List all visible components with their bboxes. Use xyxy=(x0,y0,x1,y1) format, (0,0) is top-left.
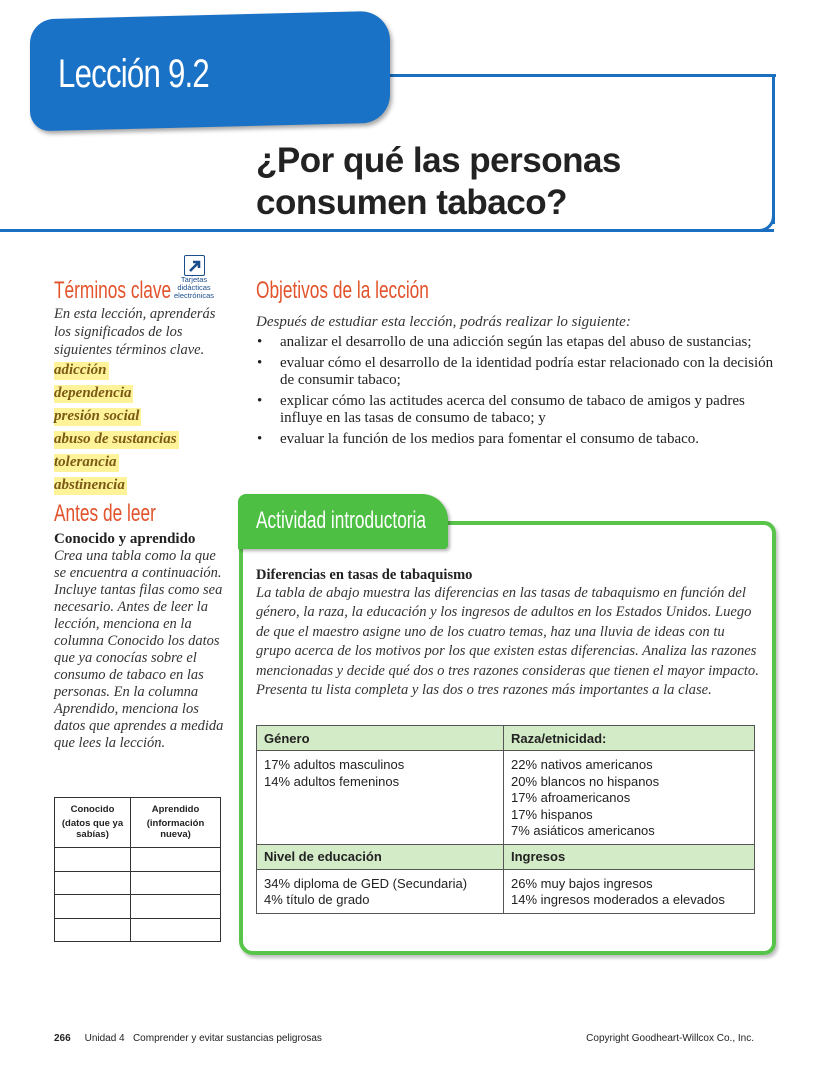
income-cell xyxy=(504,869,755,913)
table-row xyxy=(55,895,221,919)
activity-subheading: Diferencias en tasas de tabaquismo xyxy=(256,567,473,583)
learned-col-sub: (información nueva) xyxy=(146,818,205,840)
key-terms-intro: En esta lección, aprenderás los significados de los siguientes términos clave. xyxy=(54,306,216,358)
objectives-heading: Objetivos de la lección xyxy=(256,277,429,304)
activity-heading: Actividad introductoria xyxy=(256,507,427,534)
table-cell-line: 4% título de grado xyxy=(264,892,370,907)
term-abstinencia[interactable]: abstinencia xyxy=(54,477,125,493)
copyright: Copyright Goodheart-Willcox Co., Inc. xyxy=(586,1033,754,1044)
learned-col-title: Aprendido xyxy=(151,804,200,815)
header-border-bottom xyxy=(0,229,774,232)
known-col-sub: (datos que ya sabías) xyxy=(61,818,124,840)
list-item: • evaluar cómo el desarrollo de la identidad podría estar relacionado con la decisión de consumir tabaco; xyxy=(256,355,776,389)
list-item: • evaluar la función de los medios para fomentar el consumo de tabaco. xyxy=(256,431,776,448)
term-presion-social[interactable]: presión social xyxy=(54,408,140,424)
term-abuso-de-sustancias[interactable]: abuso de sustancias xyxy=(54,431,177,447)
before-reading-heading: Antes de leer xyxy=(54,500,156,527)
gender-cell xyxy=(257,751,504,845)
key-terms-list xyxy=(54,361,229,499)
term-adiccion[interactable]: adicción xyxy=(54,362,107,378)
learned-column-header xyxy=(131,798,221,848)
unit-title: Unidad 4 Comprender y evitar sustancias peligrosas xyxy=(84,1033,322,1044)
page-footer xyxy=(54,1033,754,1044)
header-border-top xyxy=(380,74,776,77)
known-learned-table xyxy=(54,797,221,942)
list-item: • explicar cómo las actitudes acerca del consumo de tabaco de amigos y padres influye en las tasas de consumo de tabaco; y xyxy=(256,393,776,427)
table-cell-line: 22% nativos americanos xyxy=(511,757,653,772)
table-cell-line: 17% adultos masculinos xyxy=(264,757,405,772)
race-header: Raza/etnicidad: xyxy=(504,726,755,751)
title-line-2: consumen tabaco? xyxy=(256,183,567,222)
table-cell-line: 7% asiáticos americanos xyxy=(511,823,655,838)
objectives-intro: Después de estudiar esta lección, podrás realizar lo siguiente: xyxy=(256,314,631,330)
flashcard-icon[interactable] xyxy=(184,255,205,276)
page-title xyxy=(256,140,756,224)
term-tolerancia[interactable]: tolerancia xyxy=(54,454,117,470)
table-cell-line: 14% adultos femeninos xyxy=(264,773,400,789)
table-cell-line: 17% hispanos xyxy=(511,806,593,822)
page-number: 266 xyxy=(54,1033,71,1044)
lesson-label: Lección 9.2 xyxy=(58,52,210,96)
income-header: Ingresos xyxy=(504,844,755,869)
title-line-1: ¿Por qué las personas xyxy=(256,141,621,180)
key-terms-section xyxy=(54,255,229,499)
objectives-list xyxy=(256,334,776,452)
known-learned-heading: Conocido y aprendido xyxy=(54,531,196,547)
table-cell-line: 34% diploma de GED (Secundaria) xyxy=(264,875,468,891)
flashcard-link[interactable] xyxy=(173,255,219,300)
table-row xyxy=(55,918,221,942)
activity-text: La tabla de abajo muestra las diferencias en las tasas de tabaquismo en función del género, la raza, la educación y los ingresos de adultos en los Estados Unidos. Luego de que el maestro asigne uno de los cuatro temas, haz una lluvia de ideas con tu grupo acerca de los motivos por los que existen estas diferencias. Analiza las razones mencionadas y decide qué dos o tres razones consideras que tienen el mayor impacto. Presenta tu lista completa y las dos o tres razones más importantes a la clase. xyxy=(256,585,759,699)
table-row xyxy=(55,871,221,895)
race-cell xyxy=(504,751,755,845)
table-cell-line: 17% afroamericanos xyxy=(511,790,631,805)
table-cell-line: 20% blancos no hispanos xyxy=(511,773,660,789)
education-cell xyxy=(257,869,504,913)
smoking-rates-table xyxy=(256,725,755,914)
list-item: • analizar el desarrollo de una adicción según las etapas del abuso de sustancias; xyxy=(256,334,776,351)
table-cell-line: 14% ingresos moderados a elevados xyxy=(511,892,725,907)
unit-label xyxy=(73,1033,81,1044)
known-learned-text: Crea una tabla como la que se encuentra a continuación. Incluye tantas filas como sea necesario. Antes de leer la lección, menciona en la columna Conocido los datos que ya conocías sobre el consumo de tabaco en las personas. En la columna Aprendido, menciona los datos que aprendes a medida que lees la lección. xyxy=(54,548,224,751)
table-row xyxy=(55,848,221,872)
header-border-right xyxy=(772,74,775,224)
table-cell-line: 26% muy bajos ingresos xyxy=(511,875,653,891)
known-column-header xyxy=(55,798,131,848)
flashcard-label: Tarjetas didácticas electrónicas xyxy=(173,275,215,300)
term-dependencia[interactable]: dependencia xyxy=(54,385,132,401)
gender-header: Género xyxy=(257,726,504,751)
education-header: Nivel de educación xyxy=(257,844,504,869)
known-col-title: Conocido xyxy=(70,804,115,815)
key-terms-heading: Términos clave xyxy=(54,277,172,304)
